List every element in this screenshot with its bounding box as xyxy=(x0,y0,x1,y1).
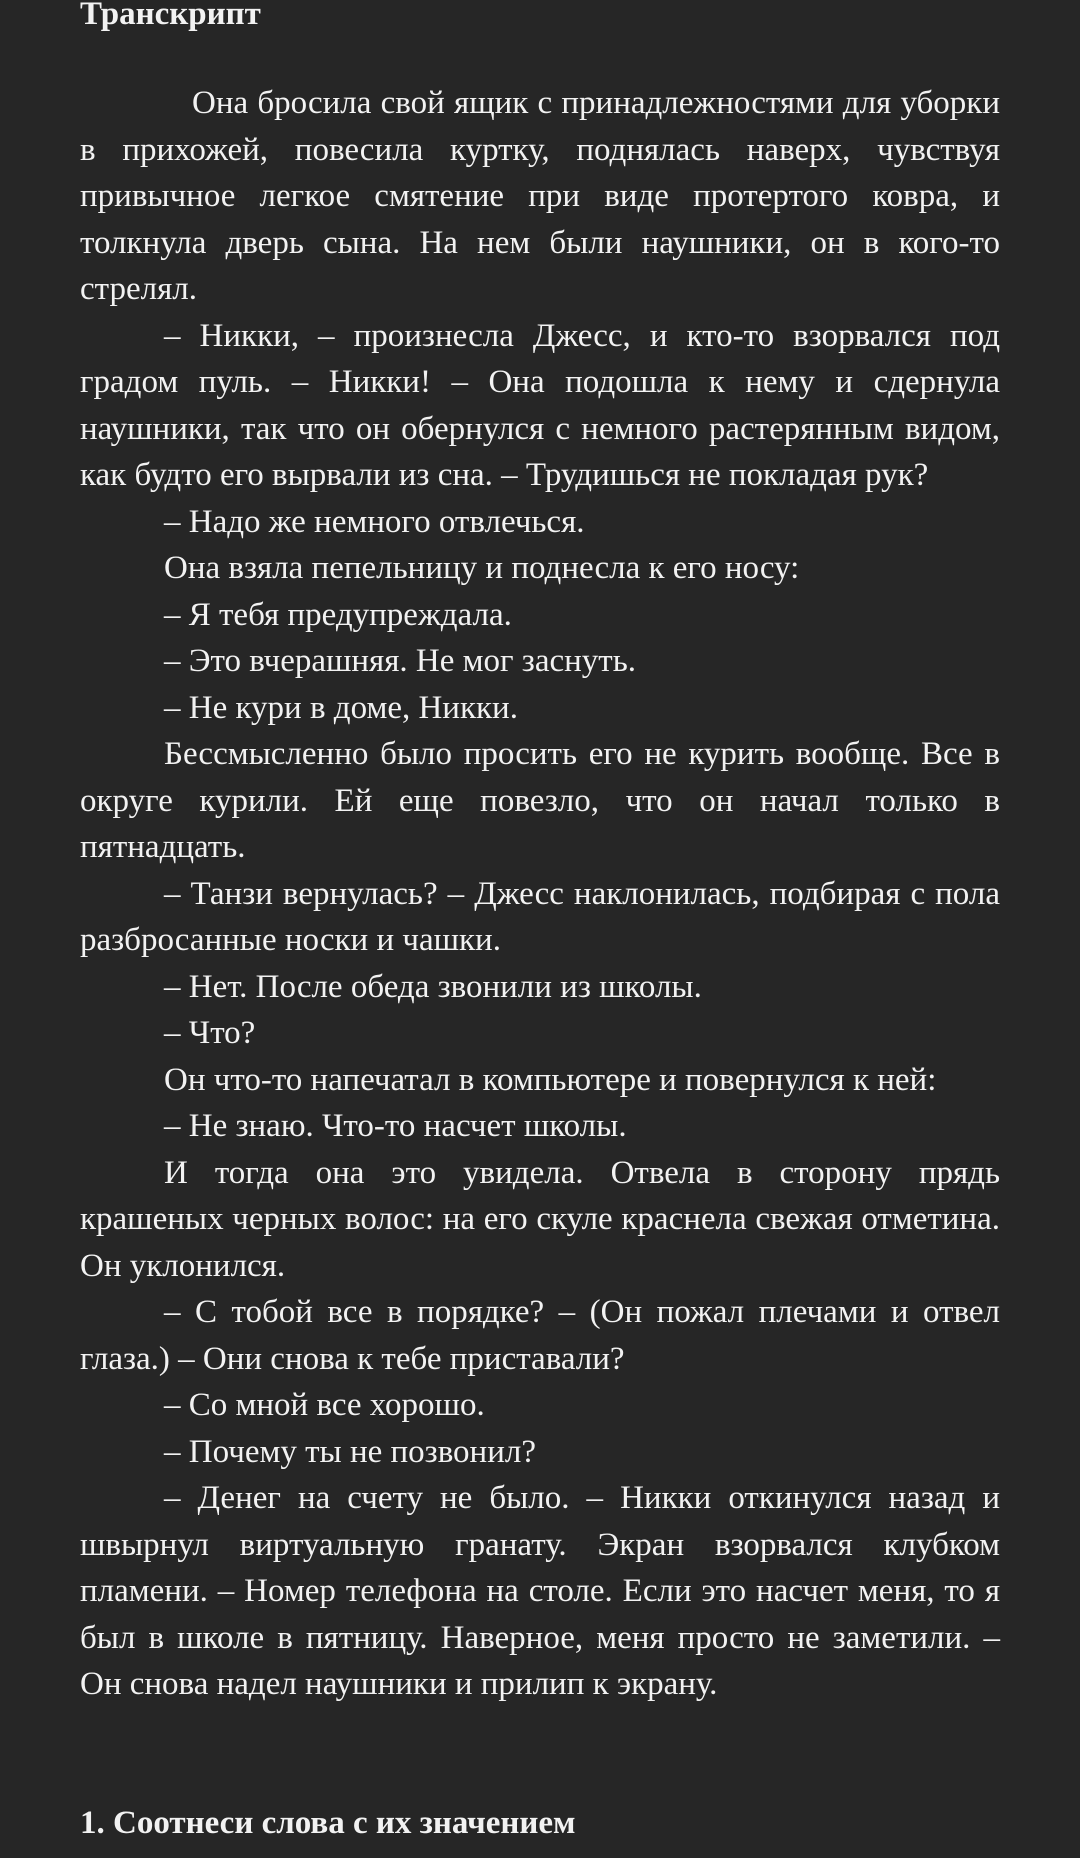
paragraph: Она бросила свой ящик с принадлежностями для уборки в прихожей, повесила куртку, поднялась наверх, чувствуя привычное легкое смятение при виде протертого ковра, и толкнула дверь сына. На нем были наушники, он в кого-то стрелял. xyxy=(80,85,1000,307)
paragraph: – Со мной все хорошо. xyxy=(164,1387,485,1423)
paragraph: – Никки, – произнесла Джесс, и кто-то взорвался под градом пуль. – Никки! – Она подошла к нему и сдернула наушники, так что он обернулся с немного растерянным видом, как будто его вырвали из сна. – Трудишься не покладая рук? xyxy=(80,317,1000,493)
paragraph: Бессмысленно было просить его не курить вообще. Все в округе курили. Ей еще повезло, что он начал только в пятнадцать. xyxy=(80,736,1000,865)
paragraph: – С тобой все в порядке? – (Он пожал плечами и отвел глаза.) – Они снова к тебе приставали? xyxy=(80,1294,1000,1377)
section-heading: 1. Соотнеси слова с их значением xyxy=(80,1805,576,1841)
paragraph: – Я тебя предупреждала. xyxy=(164,596,512,633)
paragraph: – Надо же немного отвлечься. xyxy=(164,503,585,540)
paragraph: – Нет. После обеда звонили из школы. xyxy=(164,968,702,1005)
paragraph: Она взяла пепельницу и поднесла к его носу: xyxy=(164,550,800,586)
paragraph: – Не знаю. Что-то насчет школы. xyxy=(164,1108,627,1144)
paragraph: – Танзи вернулась? – Джесс наклонилась, подбирая с пола разбросанные носки и чашки. xyxy=(80,875,1000,958)
paragraph: – Денег на счету не было. – Никки откинулся назад и швырнул виртуальную гранату. Экран взорвался клубком пламени. – Номер телефона на столе. Если это насчет меня, то я был в школе в пятницу. Наверное, меня просто не заметили. – Он снова надел наушники и прилип к экрану. xyxy=(80,1480,1000,1702)
paragraph: – Не кури в доме, Никки. xyxy=(164,689,518,726)
paragraph: Он что-то напечатал в компьютере и повернулся к ней: xyxy=(164,1061,937,1098)
transcript-text xyxy=(80,80,1000,1708)
paragraph: – Почему ты не позвонил? xyxy=(164,1433,536,1470)
document-title: Транскрипт xyxy=(80,0,261,32)
paragraph: – Что? xyxy=(164,1015,256,1051)
paragraph: – Это вчерашняя. Не мог заснуть. xyxy=(164,643,637,679)
paragraph: И тогда она это увидела. Отвела в сторону прядь крашеных черных волос: на его скуле краснела свежая отметина. Он уклонился. xyxy=(80,1154,1000,1284)
